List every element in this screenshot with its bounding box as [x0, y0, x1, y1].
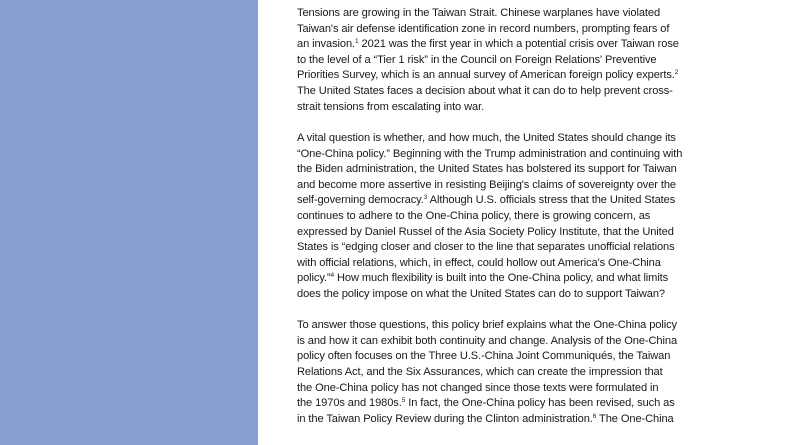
sidebar-color-band	[0, 0, 258, 445]
text-line	[297, 396, 759, 412]
line-text: with official relations, which, in effect, could hollow out America's One-China	[297, 256, 661, 269]
line-text-continued: How much flexibility is built into the One-China policy, and what limits	[334, 272, 669, 285]
line-text: To answer those questions, this policy brief explains what the One-China policy	[297, 319, 677, 332]
line-text: an invasion.	[297, 38, 356, 51]
text-line	[297, 271, 759, 287]
text-line	[297, 412, 759, 428]
line-text: the Biden administration, the United States has bolstered its support for Taiwan	[297, 163, 677, 176]
line-text: Taiwan's air defense identification zone in record numbers, prompting fears of	[297, 22, 670, 35]
text-line	[297, 193, 759, 209]
text-line	[297, 53, 759, 69]
text-line	[297, 318, 759, 334]
text-line	[297, 68, 759, 84]
text-line	[297, 240, 759, 256]
line-text: the 1970s and 1980s.	[297, 397, 402, 410]
text-line	[297, 287, 759, 303]
text-line	[297, 365, 759, 381]
line-text: policy often focuses on the Three U.S.-China Joint Communiqués, the Taiwan	[297, 350, 671, 363]
footnote-marker: 1	[355, 38, 359, 46]
line-text-continued: The One-China	[596, 412, 674, 425]
text-line	[297, 225, 759, 241]
line-text: A vital question is whether, and how much, the United States should change its	[297, 131, 676, 144]
line-text: Relations Act, and the Six Assurances, which can create the impression that	[297, 366, 663, 379]
line-text-continued: 2021 was the first year in which a potential crisis over Taiwan rose	[358, 38, 679, 51]
text-line	[297, 131, 759, 147]
text-line	[297, 178, 759, 194]
body-paragraph	[297, 6, 759, 115]
text-line	[297, 349, 759, 365]
line-text: does the policy impose on what the United States can do to support Taiwan?	[297, 287, 665, 300]
line-text: and become more assertive in resisting Beijing's claims of sovereignty over the	[297, 178, 676, 191]
line-text: States is “edging closer and closer to the line that separates unofficial relations	[297, 241, 675, 254]
text-line	[297, 100, 759, 116]
line-text: Priorities Survey, which is an annual survey of American foreign policy experts.	[297, 69, 675, 82]
text-line	[297, 84, 759, 100]
line-text: The United States faces a decision about what it can do to help prevent cross-	[297, 84, 673, 97]
body-paragraph	[297, 131, 759, 303]
line-text: policy.”	[297, 272, 331, 285]
text-line	[297, 209, 759, 225]
footnote-marker: 6	[592, 412, 597, 420]
text-line	[297, 381, 759, 397]
line-text: is and how it can exhibit both continuity and change. Analysis of the One-China	[297, 334, 678, 347]
text-line	[297, 6, 759, 22]
body-text-column	[297, 6, 759, 443]
line-text: the One-China policy has not changed since those texts were formulated in	[297, 381, 659, 394]
footnote-marker: 5	[401, 397, 406, 405]
line-text: in the Taiwan Policy Review during the Clinton administration.	[297, 412, 593, 425]
footnote-marker: 2	[674, 69, 679, 77]
line-text: expressed by Daniel Russel of the Asia Society Policy Institute, that the United	[297, 225, 674, 238]
text-line	[297, 22, 759, 38]
line-text: Tensions are growing in the Taiwan Strait. Chinese warplanes have violated	[297, 7, 661, 19]
text-line	[297, 256, 759, 272]
line-text: strait tensions from escalating into war.	[297, 100, 485, 113]
text-line	[297, 147, 759, 163]
line-text: continues to adhere to the One-China policy, there is growing concern, as	[297, 209, 651, 222]
footnote-marker: 3	[423, 194, 428, 202]
line-text: “One-China policy.” Beginning with the Trump administration and continuing with	[297, 147, 683, 160]
body-paragraph	[297, 318, 759, 427]
line-text: self-governing democracy.	[297, 194, 424, 207]
line-text-continued: Although U.S. officials stress that the United States	[427, 194, 676, 207]
text-line	[297, 37, 759, 53]
footnote-marker: 4	[330, 272, 335, 280]
line-text: to the level of a “Tier 1 risk” in the Council on Foreign Relations' Preventive	[297, 53, 657, 66]
text-line	[297, 162, 759, 178]
line-text-continued: In fact, the One-China policy has been revised, such as	[405, 397, 675, 410]
text-line	[297, 334, 759, 350]
